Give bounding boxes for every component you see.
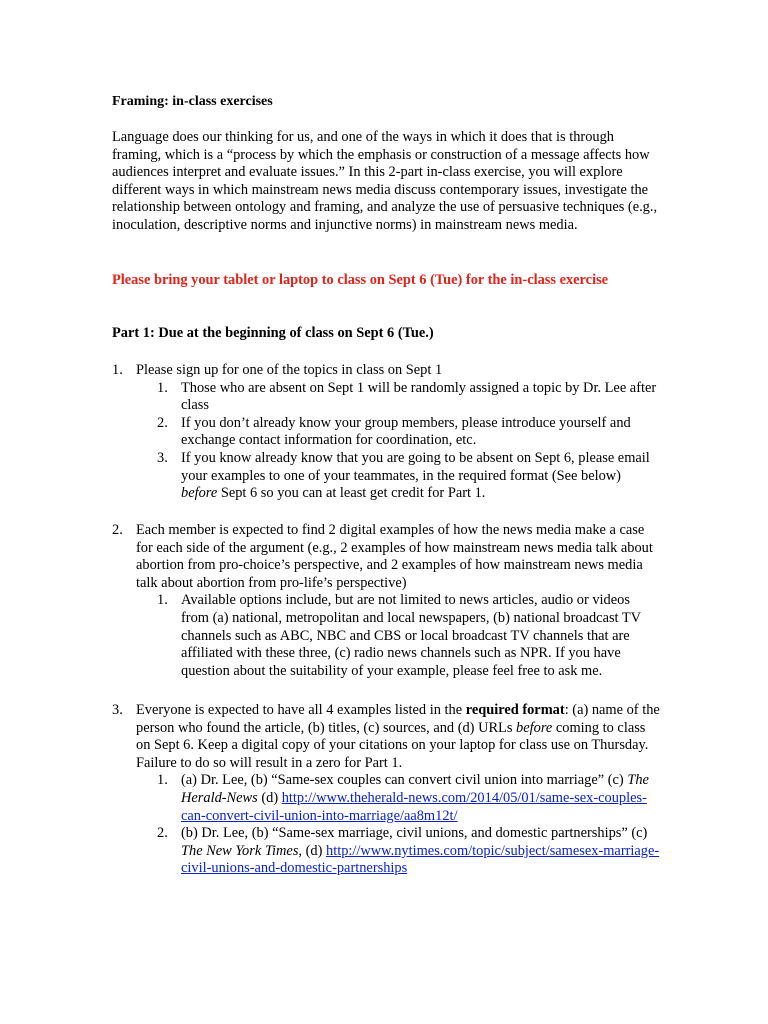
list-item: [112, 522, 660, 680]
text-run: If you know already know that you are going to be absent on Sept 6, please email your examples to one of your teammates, in the required format (See below): [181, 449, 650, 484]
sub-list-item: [136, 415, 660, 450]
bold-emphasis: required format: [465, 702, 565, 718]
list-item: [112, 702, 660, 878]
italic-emphasis: before: [516, 719, 553, 736]
list-item-text: Please sign up for one of the topics in class on Sept 1: [136, 362, 443, 378]
text-run: (b) Dr. Lee, (b) “Same-sex marriage, civil unions, and domestic partnerships” (c): [181, 825, 648, 842]
sub-list-item: [136, 772, 660, 825]
sub-list-item: [136, 825, 660, 878]
instruction-list-2: [112, 522, 660, 680]
italic-emphasis: before: [181, 485, 218, 502]
sub-list-item: [136, 380, 660, 415]
sub-list-number: 1.: [157, 379, 168, 396]
sub-list: [136, 592, 660, 680]
sub-list-item: [136, 592, 660, 680]
instruction-list-1: [112, 362, 660, 503]
red-notice: Please bring your tablet or laptop to class on Sept 6 (Tue) for the in-class exercise: [112, 272, 609, 288]
text-run: : (a) name of the person who found the article, (b) titles, (c) sources, and (d) URLs: [136, 702, 660, 736]
text-run: Sept 6 so you can at least get credit for Part 1.: [217, 485, 486, 502]
text-run: , (d): [298, 842, 326, 859]
sub-list-item-text: If you don’t already know your group members, please introduce yourself and exchange contact information for coordination, etc.: [181, 414, 631, 449]
sub-list-number: 1.: [157, 592, 168, 609]
part1-heading: Part 1: Due at the beginning of class on Sept 6 (Tue.): [112, 325, 434, 341]
list-item-text: Each member is expected to find 2 digital examples of how the news media make a case for each side of the argument (e.g., 2 examples of how mainstream news media talk about abortion from pro-choice’s perspective, and 2 examples of how mainstream news media talk about abortion from pro-life’s perspective): [136, 522, 653, 591]
document-title: Framing: in-class exercises: [112, 94, 273, 109]
list-item-text: [136, 702, 660, 771]
sub-list-item-text: Available options include, but are not limited to news articles, audio or videos from (a) national, metropolitan and local newspapers, (b) national broadcast TV channels such as ABC, NBC and CBS or local broadcast TV channels that are affiliated with these three, (c) radio news channels such as NPR. If you have question about the suitability of your example, please feel free to ask me.: [181, 592, 641, 679]
sub-list-item: [136, 450, 660, 503]
text-run: (d): [257, 789, 282, 806]
list-number: 1.: [112, 362, 123, 378]
sub-list-item-text: [181, 450, 650, 501]
list-number: 3.: [112, 702, 123, 718]
sub-list-item-text: Those who are absent on Sept 1 will be randomly assigned a topic by Dr. Lee after class: [181, 379, 657, 414]
citation-link[interactable]: http://www.theherald-news.com/2014/05/01/same-sex-couples-can-convert-civil-union-into-marriage/aa8m12t/: [181, 789, 647, 824]
sub-list-number: 2.: [157, 825, 168, 842]
citation-example: [181, 772, 649, 823]
instruction-list-3: [112, 702, 660, 878]
citation-link[interactable]: http://www.nytimes.com/topic/subject/samesex-marriage-civil-unions-and-domestic-partnerships: [181, 842, 660, 877]
text-run: Everyone is expected to have all 4 examples listed in the: [136, 702, 466, 718]
text-run: coming to class on Sept 6. Keep a digital copy of your citations on your laptop for class use on Thursday. Failure to do so will result in a zero for Part 1.: [136, 719, 649, 771]
intro-paragraph: Language does our thinking for us, and one of the ways in which it does that is through framing, which is a “process by which the emphasis or construction of a message affects how audiences interpret and evaluate issues.” In this 2-part in-class exercise, you will explore different ways in which mainstream news media discuss contemporary issues, investigate the relationship between ontology and framing, and analyze the use of persuasive techniques (e.g., inoculation, descriptive norms and injunctive norms) in mainstream news media.: [112, 129, 658, 233]
list-number: 2.: [112, 522, 123, 538]
sub-list: [136, 380, 660, 503]
sub-list-number: 2.: [157, 414, 168, 431]
source-name: The Herald-News: [181, 772, 649, 806]
list-item: [112, 362, 660, 503]
text-run: (a) Dr. Lee, (b) “Same-sex couples can convert civil union into marriage” (c): [181, 772, 628, 789]
sub-list-number: 1.: [157, 772, 168, 789]
sub-list-number: 3.: [157, 449, 168, 466]
citation-example: [181, 825, 659, 876]
source-name: The New York Times: [181, 842, 299, 859]
sub-list: [136, 772, 660, 878]
